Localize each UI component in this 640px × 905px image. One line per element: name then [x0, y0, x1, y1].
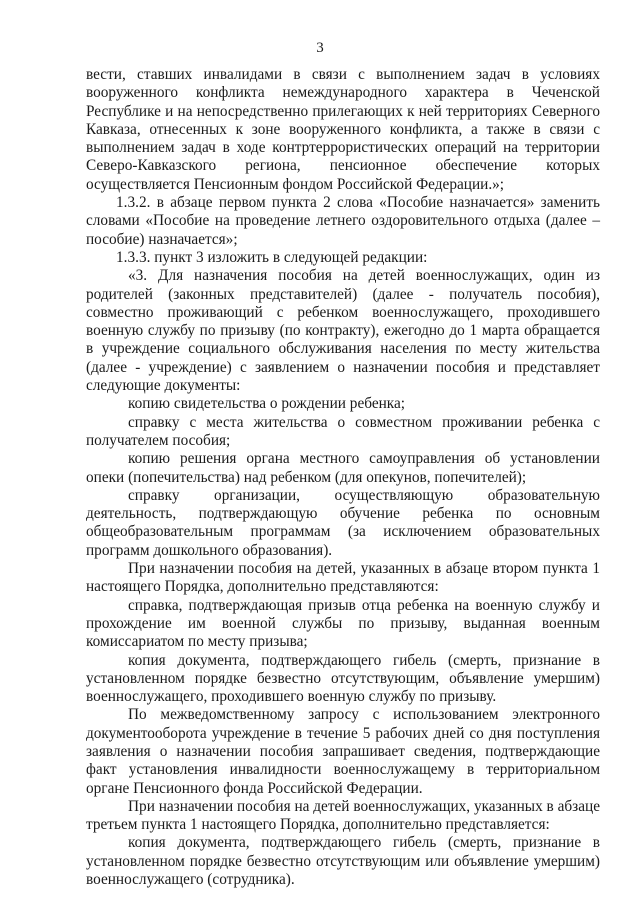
paragraph-additional-third: При назначении пособия на детей военнослужащих, указанных в абзаце третьем пункта 1 настоящего Порядка, дополнительно представляется: [86, 797, 600, 834]
document-body [86, 66, 600, 889]
paragraph-point-3: «3. Для назначения пособия на детей военнослужащих, один из родителей (законных представителей) (далее - получатель пособия), совместно проживающий с ребенком военнослужащего, проходившего военную службу по призыву (по контракту), ежегодно до 1 марта обращается в учреждение социального обслуживания населения по месту жительства (далее - учреждение) с заявлением о назначении пособия и представляет следующие документы: [86, 267, 600, 395]
paragraph-doc-conscription: справка, подтверждающая призыв отца ребенка на военную службу и прохождение им военной службы по призыву, выданная военным комиссариатом по месту призыва; [86, 596, 600, 651]
paragraph-item-1-3-3: 1.3.3. пункт 3 изложить в следующей редакции: [116, 248, 428, 266]
paragraph-doc-education: справку организации, осуществляющую образовательную деятельность, подтверждающую обучение ребенка по основным общеобразовательным программам (за исключением образовательных программ дошкольного образования). [86, 486, 600, 559]
paragraph-doc-residence: справку с места жительства о совместном проживании ребенка с получателем пособия; [86, 413, 600, 449]
paragraph-additional-second: При назначении пособия на детей, указанных в абзаце втором пункта 1 настоящего Порядка, дополнительно представляются: [86, 560, 600, 596]
paragraph-doc-birth-certificate: копию свидетельства о рождении ребенка; [128, 395, 406, 413]
paragraph-doc-guardianship: копию решения органа местного самоуправления об установлении опеки (попечительства) над ребенком (для опекунов, попечителей); [86, 450, 600, 486]
paragraph-item-1-3-2: 1.3.2. в абзаце первом пункта 2 слова «Пособие назначается» заменить словами «Пособие на проведение летнего оздоровительного отдыха (далее – пособие) назначается»; [86, 194, 600, 248]
paragraph-doc-death-employee: копия документа, подтверждающего гибель (смерть, признание в установленном порядке безвестно отсутствующим или объявление умершим) военнослужащего (сотрудника). [86, 834, 600, 889]
paragraph-doc-death: копия документа, подтверждающего гибель (смерть, признание в установленном порядке безвестно отсутствующим, объявление умершим) военнослужащего, проходившего военную службу по призыву. [86, 651, 600, 706]
paragraph-interagency-request: По межведомственному запросу с использованием электронного документооборота учреждение в течение 5 рабочих дней со дня поступления заявления о назначении пособия запрашивает сведения, подтверждающие факт установления инвалидности военнослужащему в территориальном органе Пенсионного фонда Российской Федерации. [86, 706, 600, 797]
page-number: 3 [316, 40, 324, 56]
paragraph-continuation: вести, ставших инвалидами в связи с выполнением задач в условиях вооруженного конфликта немеждународного характера в Чеченской Республике и на непосредственно прилегающих к ней территориях Северного Кавказа, отнесенных к зоне вооруженного конфликта, а также в связи с выполнением задач в ходе контртеррористических операций на территории Северо-Кавказского региона, пенсионное обеспечение которых осуществляется Пенсионным фондом Российской Федерации.»; [86, 66, 600, 193]
